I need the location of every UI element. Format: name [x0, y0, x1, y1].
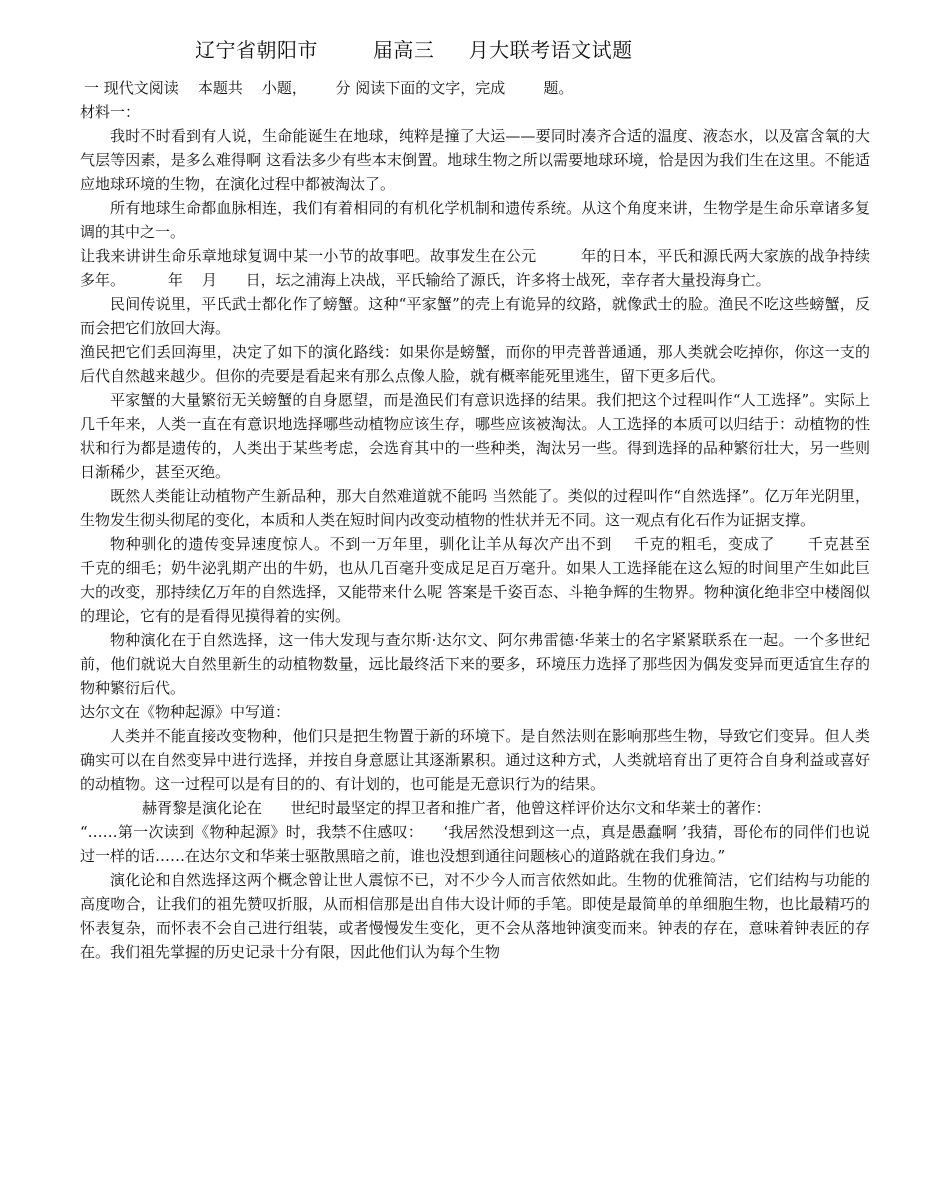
paragraph: 既然人类能让动植物产生新品种，那大自然难道就不能吗 当然能了。类似的过程叫作“自然选择”。亿万年光阴里，生物发生彻头彻尾的变化，本质和人类在短时间内改变动植物的性状并无不同。这一观点有化石作为证据支撑。	[80, 487, 870, 529]
page-title: 辽宁省朝阳市 届高三 月大联考语文试题	[195, 38, 633, 62]
paragraph: 物种演化在于自然选择，这一伟大发现与查尔斯·达尔文、阿尔弗雷德·华莱士的名字紧紧联系在一起。一个多世纪前，他们就说大自然里新生的动植物数量，远比最终活下来的要多，环境压力选择了那些因为偶发变异而更适宜生存的物种繁衍后代。	[80, 631, 870, 697]
paragraph: 所有地球生命都血脉相连，我们有着相同的有机化学机制和遗传系统。从这个角度来讲，生物学是生命乐章诸多复调的其中之一。	[80, 199, 870, 241]
paragraph: 演化论和自然选择这两个概念曾让世人震惊不已，对不少今人而言依然如此。生物的优雅简洁，它们结构与功能的高度吻合，让我们的祖先赞叹折服，从而相信那是出自伟大设计师的手笔。即使是最简单的单细胞生物，也比最精巧的怀表复杂，而怀表不会自己进行组装，或者慢慢发生变化，更不会从落地钟演变而来。钟表的存在，意味着钟表匠的存在。我们祖先掌握的历史记录十分有限，因此他们认为每个生物	[80, 871, 870, 961]
paragraph: 赫胥黎是演化论在 世纪时最坚定的捍卫者和推广者，他曾这样评价达尔文和华莱士的著作：	[142, 799, 771, 817]
paragraph: 物种驯化的遗传变异速度惊人。不到一万年里，驯化让羊从每次产出不到 千克的粗毛，变成了 千克甚至 千克的细毛；奶牛泌乳期产出的牛奶，也从几百毫升变成足足百万毫升。如果人工选择能在这么短的时间里产生如此巨大的改变，那持续亿万年的自然选择，又能带来什么呢 答案是千姿百态、斗艳争辉的生物界。物种演化绝非空中楼阁似的理论，它有的是看得见摸得着的实例。	[80, 535, 899, 625]
paragraph: 民间传说里，平氏武士都化作了螃蟹。这种“平家蟹”的壳上有诡异的纹路，就像武士的脸。渔民不吃这些螃蟹，反而会把它们放回大海。	[80, 295, 870, 337]
quote-paragraph: 人类并不能直接改变物种，他们只是把生物置于新的环境下。是自然法则在影响那些生物，导致它们变异。但人类确实可以在自然变异中进行选择，并按自身意愿让其逐渐累积。通过这种方式，人类就培育出了更符合自身利益或喜好的动植物。这一过程可以是有目的的、有计划的，也可能是无意识行为的结果。	[80, 727, 870, 793]
paragraph: 渔民把它们丢回海里，决定了如下的演化路线：如果你是螃蟹，而你的甲壳普普通通，那人类就会吃掉你，你这一支的后代自然越来越少。但你的壳要是看起来有那么点像人脸，就有概率能死里逃生，留下更多后代。	[80, 343, 870, 385]
quote-paragraph: “……第一次读到《物种起源》时，我禁不住感叹： ‘我居然没想到这一点，真是愚蠢啊 ’我猜，哥伦布的同伴们也说过一样的话……在达尔文和华莱士驱散黑暗之前，谁也没想到通往问题核心的道路就在我们身边。”	[80, 823, 870, 865]
paragraph: 我时不时看到有人说，生命能诞生在地球，纯粹是撞了大运——要同时凑齐合适的温度、液态水，以及富含氧的大气层等因素，是多么难得啊 这看法多少有些本末倒置。地球生物之所以需要地球环境，恰是因为我们生在这里。不能适应地球环境的生物，在演化过程中都被淘汰了。	[80, 127, 870, 193]
document-page	[80, 30, 899, 964]
paragraph: 平家蟹的大量繁衍无关螃蟹的自身愿望，而是渔民们有意识选择的结果。我们把这个过程叫作“人工选择”。实际上几千年来，人类一直在有意识地选择哪些动植物应该生存，哪些应该被淘汰。人工选择的本质可以归结于：动植物的性状和行为都是遗传的，人类出于某些考虑，会选育其中的一些种类，淘汰另一些。得到选择的品种繁衍壮大，另一些则日渐稀少，甚至灭绝。	[80, 391, 870, 481]
section-heading: 一 现代文阅读 本题共 小题， 分 阅读下面的文字，完成 题。	[84, 79, 574, 97]
material-label: 材料一：	[80, 103, 141, 121]
paragraph: 达尔文在《物种起源》中写道：	[80, 703, 291, 721]
paragraph: 让我来讲讲生命乐章地球复调中某一小节的故事吧。故事发生在公元 年的日本，平氏和源氏两大家族的战争持续多年。 年 月 日，坛之浦海上决战，平氏输给了源氏，许多将士战死，幸存者大量投海身亡。	[80, 247, 870, 289]
